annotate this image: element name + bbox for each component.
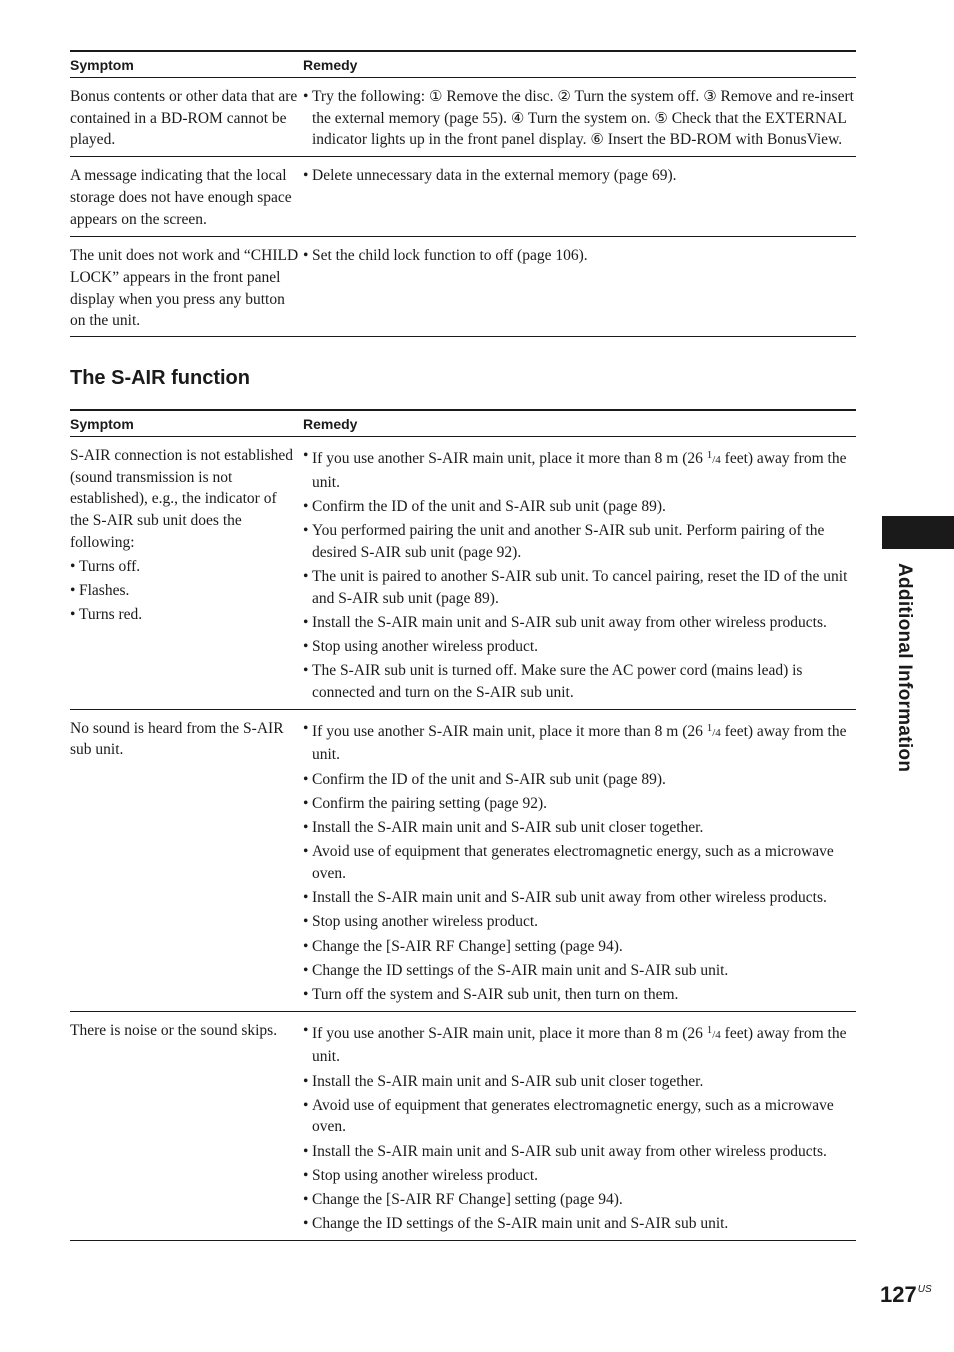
remedy-item: • Change the ID settings of the S-AIR main unit and S-AIR sub unit. (303, 960, 856, 982)
remedy-item: • Turn off the system and S-AIR sub unit, then turn on them. (303, 984, 856, 1006)
remedy-item: • Confirm the pairing setting (page 92). (303, 793, 856, 815)
remedy-item: • Confirm the ID of the unit and S-AIR sub unit (page 89). (303, 496, 856, 518)
fraction-numerator: 1 (706, 721, 713, 734)
fraction (706, 1023, 721, 1041)
remedy-item: • Change the ID settings of the S-AIR main unit and S-AIR sub unit. (303, 1213, 856, 1235)
page-number (880, 1282, 932, 1308)
distance-text: feet) away from the unit. (312, 450, 847, 491)
step-number: ② (557, 87, 571, 105)
remedy-item (303, 445, 856, 493)
symptom-cell: No sound is heard from the S-AIR sub unit. (70, 719, 284, 759)
remedy-item: • Stop using another wireless product. (303, 636, 856, 658)
remedy-item: • Avoid use of equipment that generates electromagnetic energy, such as a microwave oven. (303, 1095, 856, 1138)
step-text: Check that the EXTERNAL indicator lights up in the front panel display. (312, 109, 847, 149)
remedy-item: • Install the S-AIR main unit and S-AIR sub unit away from other wireless products. (303, 612, 856, 634)
remedy-item: • Confirm the ID of the unit and S-AIR sub unit (page 89). (303, 769, 856, 791)
symptom-column-header: Symptom (70, 415, 134, 432)
remedy-item: • Avoid use of equipment that generates electromagnetic energy, such as a microwave oven. (303, 841, 856, 884)
remedy-item (303, 1020, 856, 1068)
remedy-item (303, 86, 856, 151)
step-number: ⑤ (654, 108, 668, 127)
section-title: The S-AIR function (70, 367, 250, 389)
table-row (70, 237, 856, 337)
remedy-cell (303, 1020, 856, 1235)
remedy-item: • Change the [S-AIR RF Change] setting (page 94). (303, 936, 856, 958)
distance-text: feet) away from the unit. (312, 1024, 847, 1066)
table-row (70, 1012, 856, 1241)
symptom-cell: Bonus contents or other data that are contained in a BD-ROM cannot be played. (70, 88, 298, 149)
fraction-denominator: 4 (715, 1028, 721, 1041)
table-header (70, 409, 856, 437)
remedy-item: • Install the S-AIR main unit and S-AIR sub unit away from other wireless products. (303, 887, 856, 909)
step-number: ③ (703, 87, 717, 105)
remedy-cell (303, 718, 856, 1006)
fraction-separator: / (712, 1028, 716, 1041)
fraction-separator: / (712, 726, 716, 739)
table-row (70, 157, 856, 237)
remedy-item (303, 718, 856, 766)
remedy-item: • Install the S-AIR main unit and S-AIR sub unit closer together. (303, 817, 856, 839)
symptom-cell (70, 445, 303, 704)
remedy-item: • Install the S-AIR main unit and S-AIR sub unit away from other wireless products. (303, 1141, 856, 1163)
troubleshooting-table-s-air (70, 409, 856, 1241)
fraction-denominator: 4 (715, 454, 721, 466)
remedy-item: • The unit is paired to another S-AIR sub unit. To cancel pairing, reset the ID of the unit and S-AIR sub unit (page 89). (303, 566, 856, 609)
remedy-item: • Stop using another wireless product. (303, 911, 856, 933)
remedy-item: • Delete unnecessary data in the external memory (page 69). (303, 165, 856, 187)
step-number: ④ (510, 108, 525, 127)
fraction (706, 721, 721, 739)
remedy-cell (303, 445, 856, 704)
step-number: ① (428, 87, 443, 105)
symptom-bullet: • Flashes. (70, 580, 299, 602)
step-text: Remove the disc. (446, 88, 554, 105)
step-number: ⑥ (590, 130, 604, 149)
distance-text: If you use another S-AIR main unit, place it more than 8 m (26 (312, 1024, 707, 1042)
distance-text: If you use another S-AIR main unit, place it more than 8 m (26 (312, 450, 707, 467)
table-row (70, 437, 856, 710)
remedy-column-header: Remedy (303, 415, 358, 432)
symptom-cell: The unit does not work and “CHILD LOCK” appears in the front panel display when you press any button on the unit. (70, 247, 299, 330)
remedy-item: • Set the child lock function to off (page 106). (303, 245, 856, 267)
step-text: Turn the system off. (574, 88, 700, 105)
fraction-separator: / (712, 454, 716, 466)
step-text: Insert the BD-ROM with BonusView. (607, 131, 843, 149)
symptom-bullet: • Turns red. (70, 604, 299, 626)
step-text: Remove and re-insert the external memory (page 55). (312, 88, 854, 127)
distance-text: If you use another S-AIR main unit, place it more than 8 m (26 (312, 722, 707, 740)
remedy-item: • Install the S-AIR main unit and S-AIR sub unit closer together. (303, 1071, 856, 1093)
table-row (70, 710, 856, 1012)
remedy-column-header: Remedy (303, 56, 358, 73)
fraction-numerator: 1 (706, 449, 713, 461)
symptom-cell: There is noise or the sound skips. (70, 1021, 278, 1039)
remedy-cell (303, 86, 856, 151)
page-number-value: 127 (880, 1282, 917, 1307)
remedy-cell (303, 165, 856, 230)
fraction-denominator: 4 (715, 726, 721, 739)
page-number-suffix: US (917, 1284, 932, 1295)
symptom-text: S-AIR connection is not established (sound transmission is not established), e.g., the indicator of the S-AIR sub unit does the following: (70, 447, 293, 551)
troubleshooting-table-general (70, 50, 856, 337)
step-text: Turn the system on. (527, 109, 651, 127)
table-row (70, 78, 856, 157)
table-header (70, 50, 856, 78)
distance-text: feet) away from the unit. (312, 722, 847, 764)
sidebar-section-label: Additional Information (894, 563, 915, 773)
remedy-item: • Stop using another wireless product. (303, 1165, 856, 1187)
symptom-bullet: • Turns off. (70, 556, 299, 578)
symptom-cell: A message indicating that the local storage does not have enough space appears on the screen. (70, 167, 292, 228)
remedy-item: • You performed pairing the unit and another S-AIR sub unit. Perform pairing of the desired S-AIR sub unit (page 92). (303, 520, 856, 563)
section-tab-marker (882, 516, 954, 549)
fraction (706, 449, 721, 466)
symptom-column-header: Symptom (70, 56, 134, 73)
remedy-intro: Try the following: (312, 88, 426, 105)
remedy-item: • The S-AIR sub unit is turned off. Make sure the AC power cord (mains lead) is connected and turn on the S-AIR sub unit. (303, 660, 856, 703)
remedy-item: • Change the [S-AIR RF Change] setting (page 94). (303, 1189, 856, 1211)
remedy-cell (303, 245, 856, 332)
fraction-numerator: 1 (706, 1023, 713, 1036)
